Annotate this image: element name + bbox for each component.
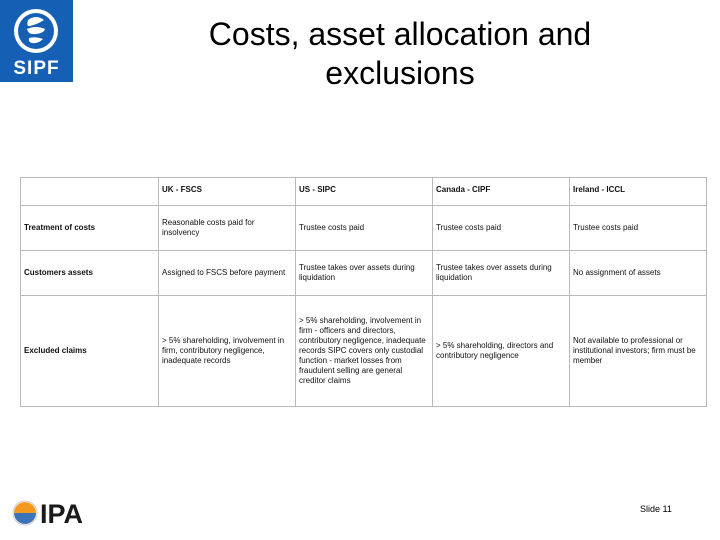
table-cell: Trustee costs paid <box>433 206 570 251</box>
table-cell: Reasonable costs paid for insolvency <box>159 206 296 251</box>
row-label: Treatment of costs <box>21 206 159 251</box>
sipf-logo-text: SIPF <box>13 58 60 79</box>
ipa-emblem-icon <box>8 490 104 532</box>
table-header-cell: Ireland - ICCL <box>570 178 707 206</box>
table-row <box>21 206 707 251</box>
slide-title-line-1: Costs, asset allocation and <box>208 16 592 52</box>
table-header-cell: Canada - CIPF <box>433 178 570 206</box>
ipa-logo <box>8 490 104 532</box>
comparison-table-grid <box>20 177 707 407</box>
table-row <box>21 251 707 296</box>
slide-title <box>170 15 630 93</box>
table-cell: Trustee costs paid <box>570 206 707 251</box>
table-header-cell: US - SIPC <box>296 178 433 206</box>
table-cell: Assigned to FSCS before payment <box>159 251 296 296</box>
table-cell: > 5% shareholding, involvement in firm - officers and directors, contributory negligence, inadequate records SIPC covers only custodial function - market losses from fraudulent selling are general creditor claims <box>296 296 433 407</box>
slide-title-line-2: exclusions <box>325 55 475 91</box>
slide-number: Slide 11 <box>640 504 672 514</box>
table-cell: Trustee takes over assets during liquidation <box>296 251 433 296</box>
table-cell: No assignment of assets <box>570 251 707 296</box>
row-label: Customers assets <box>21 251 159 296</box>
table-cell: > 5% shareholding, directors and contributory negligence <box>433 296 570 407</box>
table-header-row <box>21 178 707 206</box>
comparison-table <box>20 177 706 406</box>
row-label: Excluded claims <box>21 296 159 407</box>
ipa-logo-text: IPA <box>40 499 84 529</box>
table-cell: Not available to professional or institutional investors; firm must be member <box>570 296 707 407</box>
sipf-logo <box>0 0 73 82</box>
table-row <box>21 296 707 407</box>
table-cell: Trustee costs paid <box>296 206 433 251</box>
table-cell: > 5% shareholding, involvement in firm, contributory negligence, inadequate records <box>159 296 296 407</box>
table-header-cell: UK - FSCS <box>159 178 296 206</box>
table-header-cell <box>21 178 159 206</box>
table-cell: Trustee takes over assets during liquidation <box>433 251 570 296</box>
